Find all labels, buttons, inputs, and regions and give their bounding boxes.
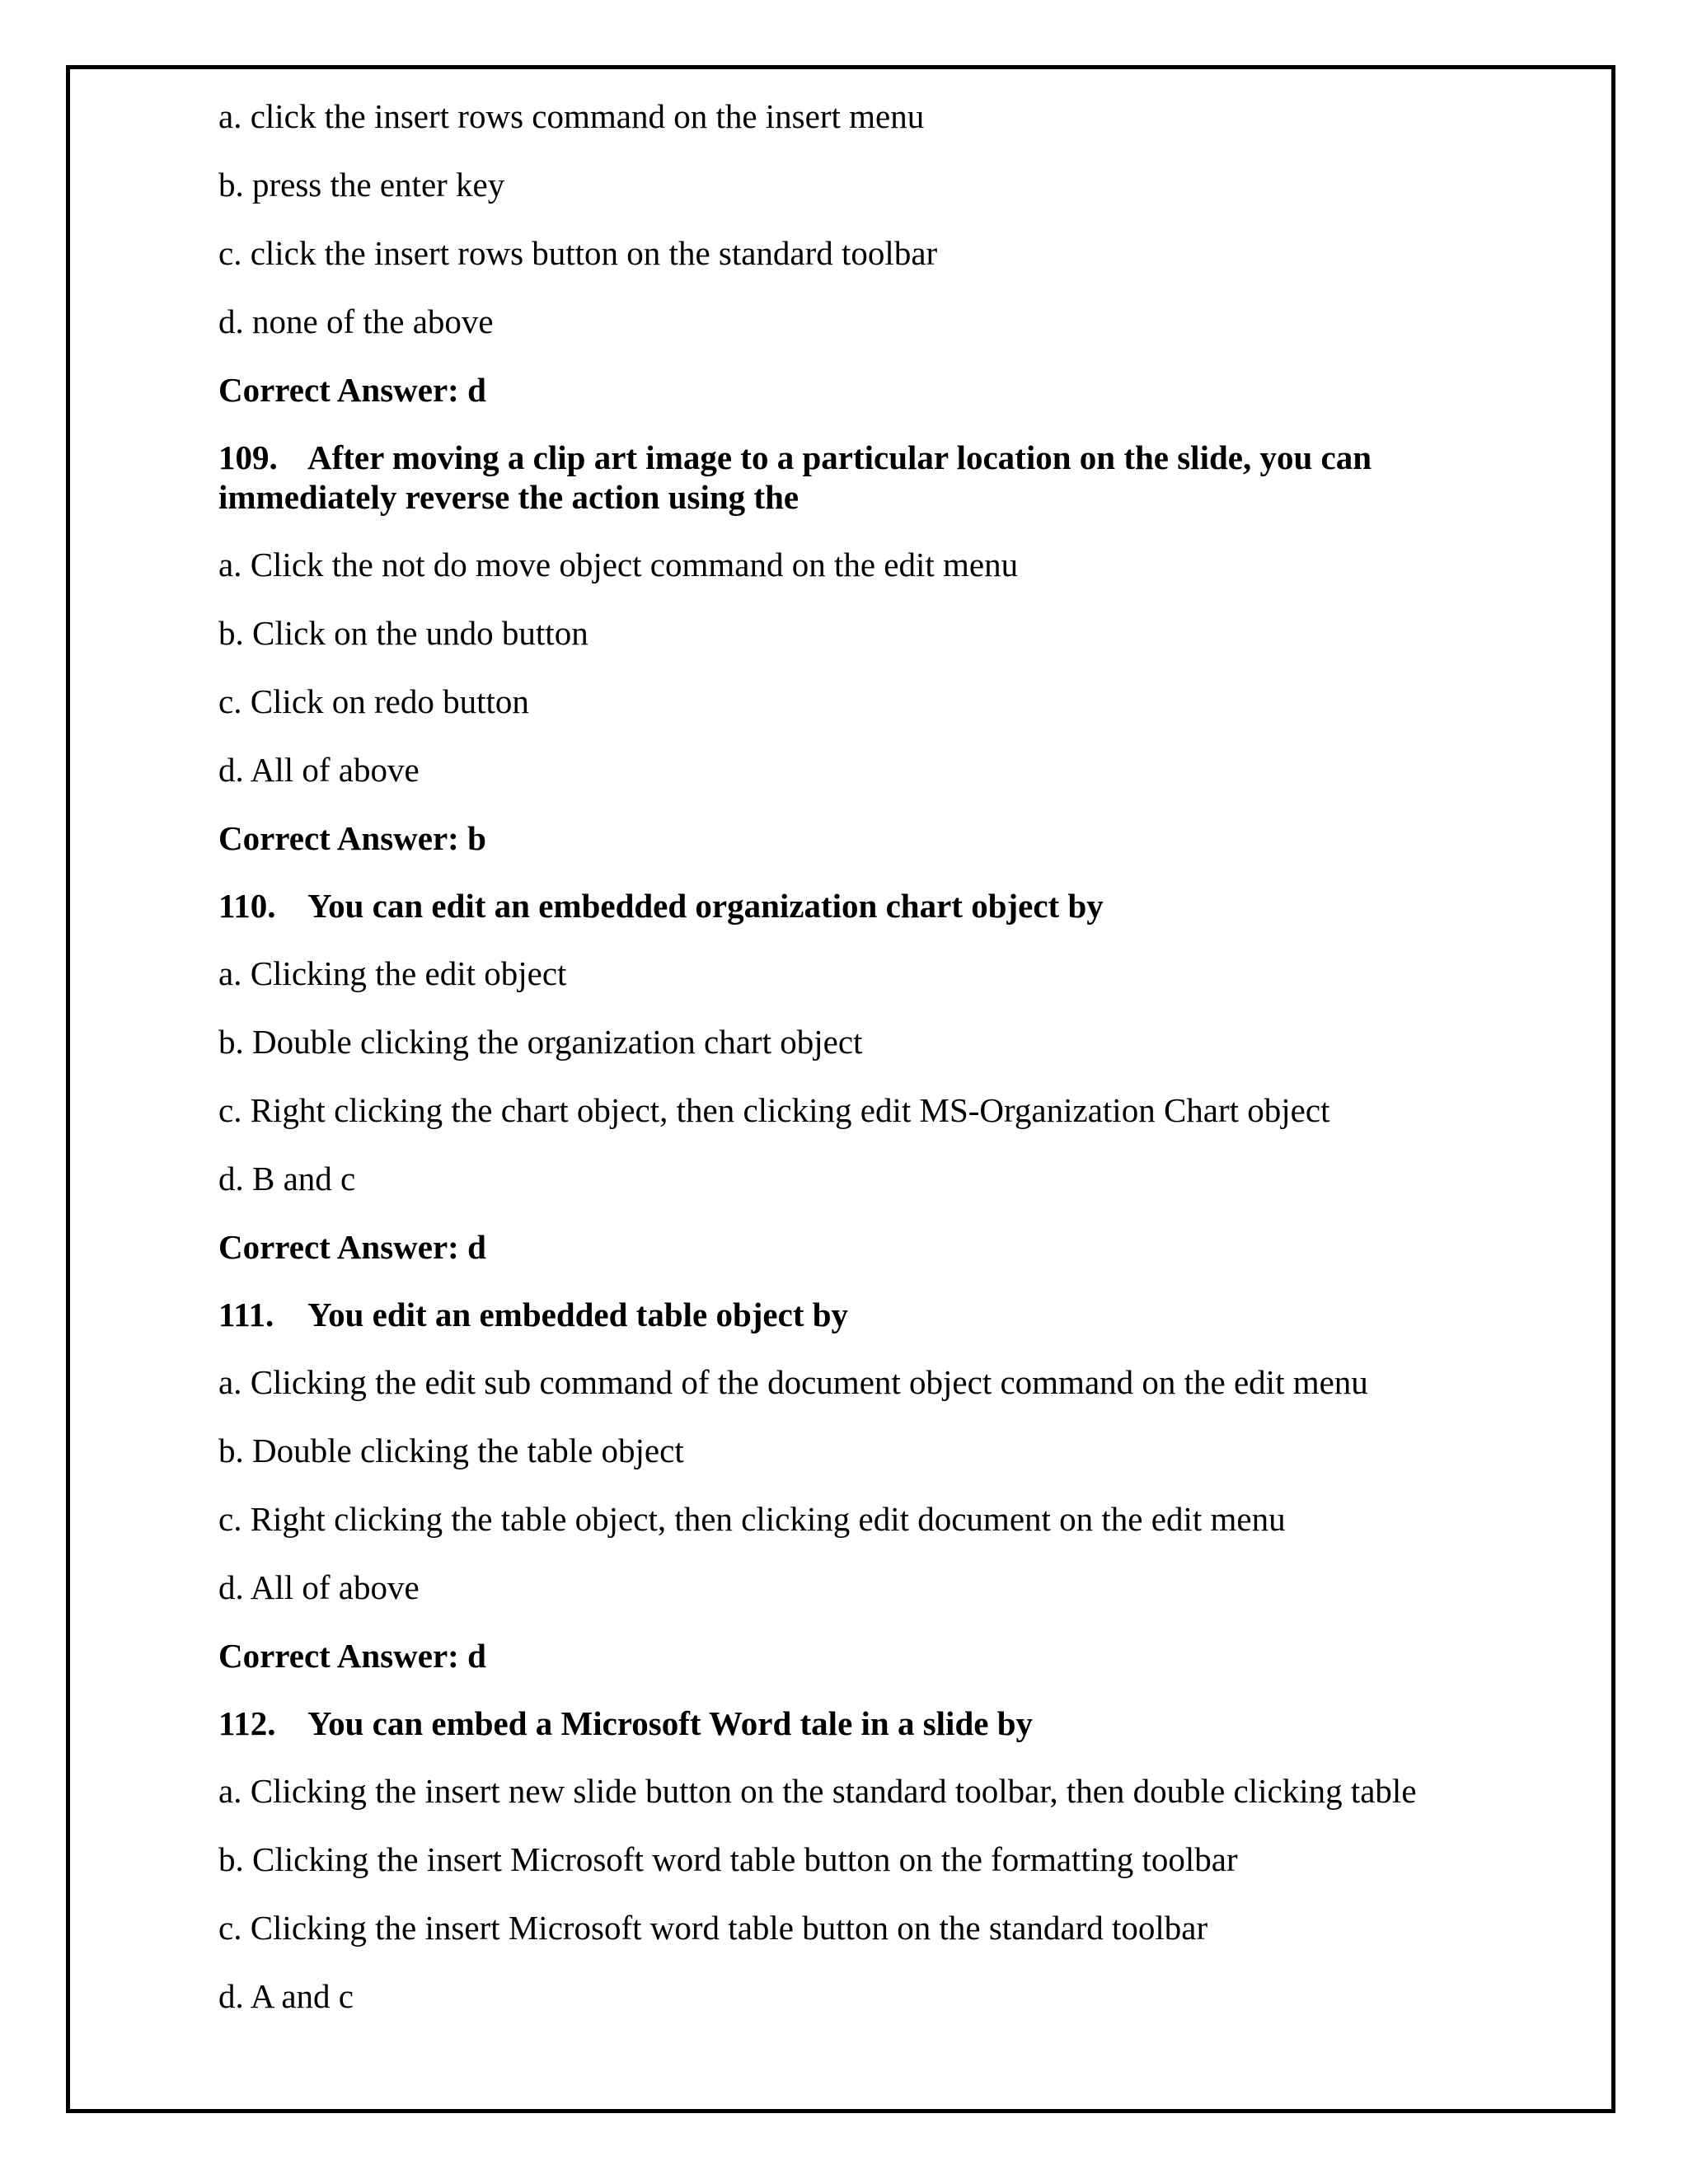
option-a: a. Clicking the insert new slide button on the standard toolbar, then double clicking table <box>218 1772 1417 1810</box>
option-c: c. Clicking the insert Microsoft word table button on the standard toolbar <box>218 1909 1208 1947</box>
question-112 <box>218 1704 1537 1743</box>
option-c: c. Right clicking the chart object, then clicking edit MS-Organization Chart object <box>218 1091 1330 1129</box>
option-d: d. All of above <box>218 1568 420 1606</box>
option-d: d. B and c <box>218 1160 356 1197</box>
option-b: b. Double clicking the table object <box>218 1432 684 1469</box>
question-text: After moving a clip art image to a particular location on the slide, you can immediately reverse the action using the <box>218 438 1372 516</box>
option-d: d. none of the above <box>218 302 494 340</box>
question-number: 111. <box>218 1296 274 1333</box>
correct-answer: Correct Answer: d <box>218 371 486 409</box>
option-a: a. Clicking the edit object <box>218 954 567 992</box>
question-text: You edit an embedded table object by <box>307 1296 849 1333</box>
option-c: c. Right clicking the table object, then clicking edit document on the edit menu <box>218 1500 1286 1538</box>
option-d: d. All of above <box>218 751 420 789</box>
question-110 <box>218 886 1537 926</box>
correct-answer: Correct Answer: d <box>218 1637 486 1675</box>
option-b: b. Click on the undo button <box>218 614 588 652</box>
option-c: c. Click on redo button <box>218 682 529 720</box>
question-number: 110. <box>218 887 276 925</box>
question-text: You can embed a Microsoft Word tale in a slide by <box>307 1704 1033 1742</box>
correct-answer: Correct Answer: b <box>218 819 486 857</box>
option-b: b. Double clicking the organization chart object <box>218 1023 863 1061</box>
correct-answer: Correct Answer: d <box>218 1228 486 1266</box>
option-a: a. Clicking the edit sub command of the document object command on the edit menu <box>218 1363 1368 1401</box>
option-b: b. press the enter key <box>218 166 505 204</box>
question-111 <box>218 1295 1537 1334</box>
question-number: 109. <box>218 438 278 476</box>
question-number: 112. <box>218 1704 276 1742</box>
option-b: b. Clicking the insert Microsoft word table button on the formatting toolbar <box>218 1840 1238 1878</box>
option-a: a. Click the not do move object command on the edit menu <box>218 546 1019 583</box>
question-text: You can edit an embedded organization chart object by <box>307 887 1104 925</box>
option-d: d. A and c <box>218 1977 354 2015</box>
document-content <box>218 96 1537 2044</box>
option-c: c. click the insert rows button on the standard toolbar <box>218 234 938 272</box>
question-109 <box>218 438 1537 517</box>
option-a: a. click the insert rows command on the insert menu <box>218 97 925 135</box>
